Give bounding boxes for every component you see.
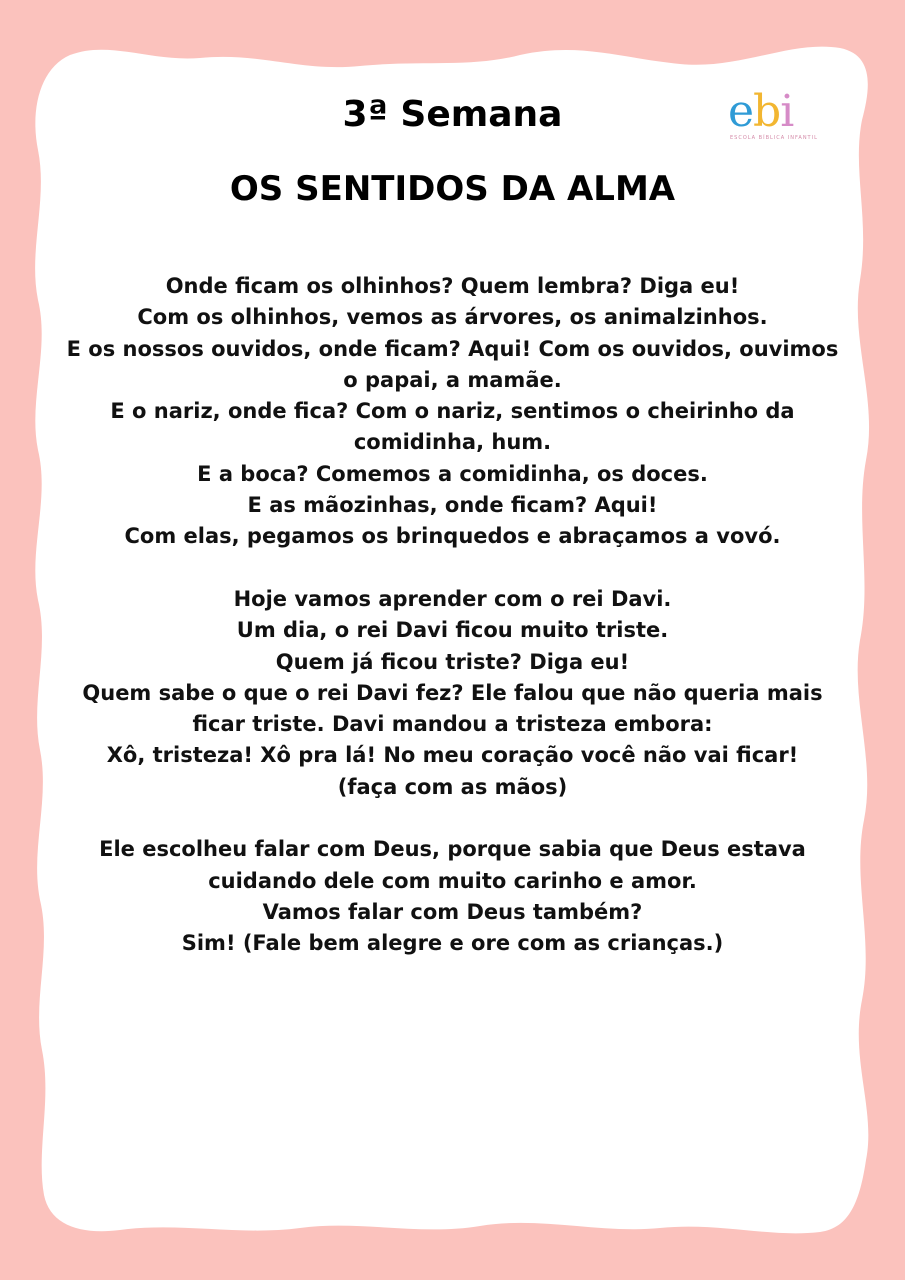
text-line: Sim! (Fale bem alegre e ore com as crianças.) <box>181 931 724 956</box>
text-line: Ele escolheu falar com Deus, porque sabia que Deus estava <box>99 837 806 862</box>
text-line: E a boca? Comemos a comidinha, os doces. <box>197 461 708 486</box>
text-line: Com elas, pegamos os brinquedos e abraçamos a vovó. <box>124 524 781 549</box>
text-line: E o nariz, onde fica? Com o nariz, sentimos o cheirinho da <box>110 399 795 424</box>
logo-letter-b: b <box>753 86 781 137</box>
stanza-3 <box>60 834 845 959</box>
text-line: Quem sabe o que o rei Davi fez? Ele falou que não queria mais <box>82 680 823 705</box>
logo-tagline: ESCOLA BÍBLICA INFANTIL <box>730 135 818 141</box>
text-line: E as mãozinhas, onde ficam? Aqui! <box>247 493 658 518</box>
logo-letter-e: e <box>728 86 754 137</box>
stanza-2 <box>60 584 845 803</box>
text-line: Hoje vamos aprender com o rei Davi. <box>233 586 672 611</box>
text-line: ficar triste. Davi mandou a tristeza embora: <box>192 712 713 737</box>
text-line: E os nossos ouvidos, onde ficam? Aqui! Com os ouvidos, ouvimos <box>66 336 839 361</box>
ebi-logo <box>728 88 823 144</box>
text-line: (faça com as mãos) <box>337 774 568 799</box>
text-line: cuidando dele com muito carinho e amor. <box>208 868 697 893</box>
text-line: Onde ficam os olhinhos? Quem lembra? Diga eu! <box>165 274 740 298</box>
text-line: Quem já ficou triste? Diga eu! <box>275 649 630 674</box>
text-line: Xô, tristeza! Xô pra lá! No meu coração você não vai ficar! <box>106 743 799 768</box>
text-line: comidinha, hum. <box>353 430 552 455</box>
text-line: Vamos falar com Deus também? <box>262 899 643 924</box>
logo-wordmark <box>728 88 793 136</box>
week-title: 3ª Semana <box>342 94 563 135</box>
page-title: OS SENTIDOS DA ALMA <box>229 169 676 209</box>
text-line: Um dia, o rei Davi ficou muito triste. <box>236 618 669 643</box>
logo-letter-i: i <box>780 86 794 137</box>
stanza-1 <box>60 271 845 553</box>
text-line: Com os olhinhos, vemos as árvores, os animalzinhos. <box>137 305 768 330</box>
song-text <box>60 271 845 960</box>
text-line: o papai, a mamãe. <box>343 367 562 392</box>
